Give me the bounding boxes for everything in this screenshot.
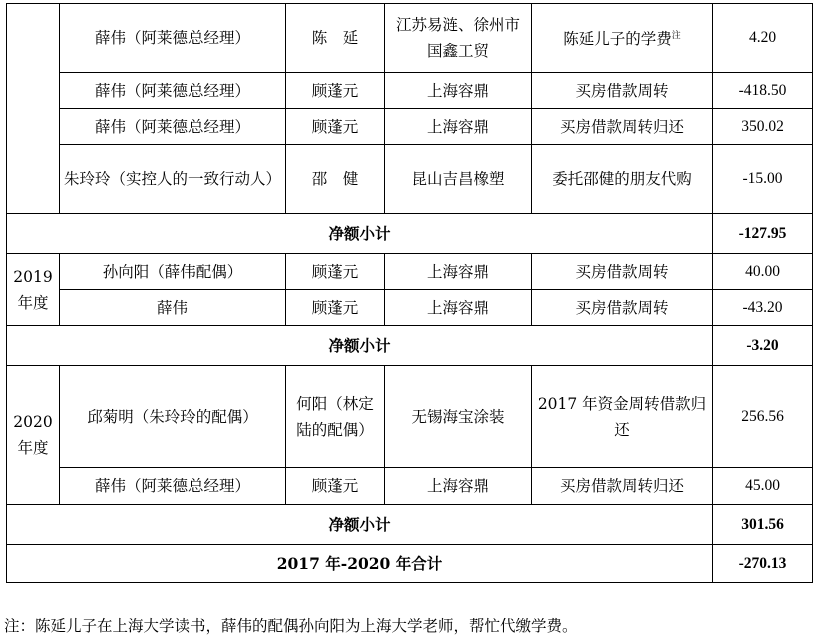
- counterparty-cell: 江苏易涟、徐州市国鑫工贸: [385, 4, 532, 73]
- amount-cell: 45.00: [713, 468, 813, 505]
- amount-cell: -43.20: [713, 290, 813, 326]
- payer-cell: 薛伟（阿莱德总经理）: [60, 468, 286, 505]
- payer-cell: 薛伟: [60, 290, 286, 326]
- counterparty-cell: 上海容鼎: [385, 290, 532, 326]
- counterparty-cell: 无锡海宝涂装: [385, 366, 532, 468]
- purpose-cell: [532, 4, 713, 73]
- purpose-cell: 2017 年资金周转借款归还: [532, 366, 713, 468]
- receiver-cell: 邵 健: [286, 145, 385, 214]
- counterparty-cell: 上海容鼎: [385, 468, 532, 505]
- table-row: [7, 254, 813, 290]
- year-cell-2019: 2019年度: [7, 254, 60, 326]
- payer-cell: 邱菊明（朱玲玲的配偶）: [60, 366, 286, 468]
- amount-cell: 4.20: [713, 4, 813, 73]
- purpose-cell: 委托邵健的朋友代购: [532, 145, 713, 214]
- footnote-marker: 注: [671, 31, 681, 42]
- transfers-table: [6, 3, 813, 583]
- payer-cell: 薛伟（阿莱德总经理）: [60, 109, 286, 145]
- receiver-cell: 顾蓬元: [286, 290, 385, 326]
- amount-cell: -15.00: [713, 145, 813, 214]
- receiver-cell: 顾蓬元: [286, 468, 385, 505]
- purpose-cell: 买房借款周转: [532, 290, 713, 326]
- table-row: [7, 366, 813, 468]
- purpose-cell: 买房借款周转归还: [532, 468, 713, 505]
- table-row: [7, 290, 813, 326]
- amount-cell: 40.00: [713, 254, 813, 290]
- subtotal-amount: 301.56: [713, 505, 813, 545]
- receiver-cell: 何阳（林定陆的配偶）: [286, 366, 385, 468]
- counterparty-cell: 上海容鼎: [385, 73, 532, 109]
- subtotal-label: 净额小计: [7, 214, 713, 254]
- purpose-cell: 买房借款周转: [532, 254, 713, 290]
- payer-cell: 孙向阳（薛伟配偶）: [60, 254, 286, 290]
- amount-cell: 350.02: [713, 109, 813, 145]
- subtotal-amount: -127.95: [713, 214, 813, 254]
- receiver-cell: 陈 延: [286, 4, 385, 73]
- amount-cell: 256.56: [713, 366, 813, 468]
- counterparty-cell: 上海容鼎: [385, 109, 532, 145]
- purpose-cell: 买房借款周转: [532, 73, 713, 109]
- receiver-cell: 顾蓬元: [286, 73, 385, 109]
- table-row: [7, 109, 813, 145]
- receiver-cell: 顾蓬元: [286, 254, 385, 290]
- total-label: 2017 年-2020 年合计: [7, 545, 713, 583]
- year-cell-2020: 2020年度: [7, 366, 60, 505]
- receiver-cell: 顾蓬元: [286, 109, 385, 145]
- table-row: [7, 468, 813, 505]
- payer-cell: 薛伟（阿莱德总经理）: [60, 4, 286, 73]
- payer-cell: 朱玲玲（实控人的一致行动人）: [60, 145, 286, 214]
- table-row: [7, 145, 813, 214]
- subtotal-row: [7, 505, 813, 545]
- subtotal-amount: -3.20: [713, 326, 813, 366]
- counterparty-cell: 上海容鼎: [385, 254, 532, 290]
- subtotal-row: [7, 326, 813, 366]
- total-amount: -270.13: [713, 545, 813, 583]
- table-row: [7, 73, 813, 109]
- table-row: [7, 4, 813, 73]
- amount-cell: -418.50: [713, 73, 813, 109]
- payer-cell: 薛伟（阿莱德总经理）: [60, 73, 286, 109]
- counterparty-cell: 昆山吉昌橡塑: [385, 145, 532, 214]
- footnote: 注：陈延儿子在上海大学读书，薛伟的配偶孙向阳为上海大学老师，帮忙代缴学费。: [4, 617, 578, 635]
- subtotal-label: 净额小计: [7, 326, 713, 366]
- subtotal-row: [7, 214, 813, 254]
- purpose-text: 陈延儿子的学费: [563, 30, 672, 49]
- subtotal-label: 净额小计: [7, 505, 713, 545]
- purpose-cell: 买房借款周转归还: [532, 109, 713, 145]
- year-cell-2018: [7, 4, 60, 214]
- total-row: [7, 545, 813, 583]
